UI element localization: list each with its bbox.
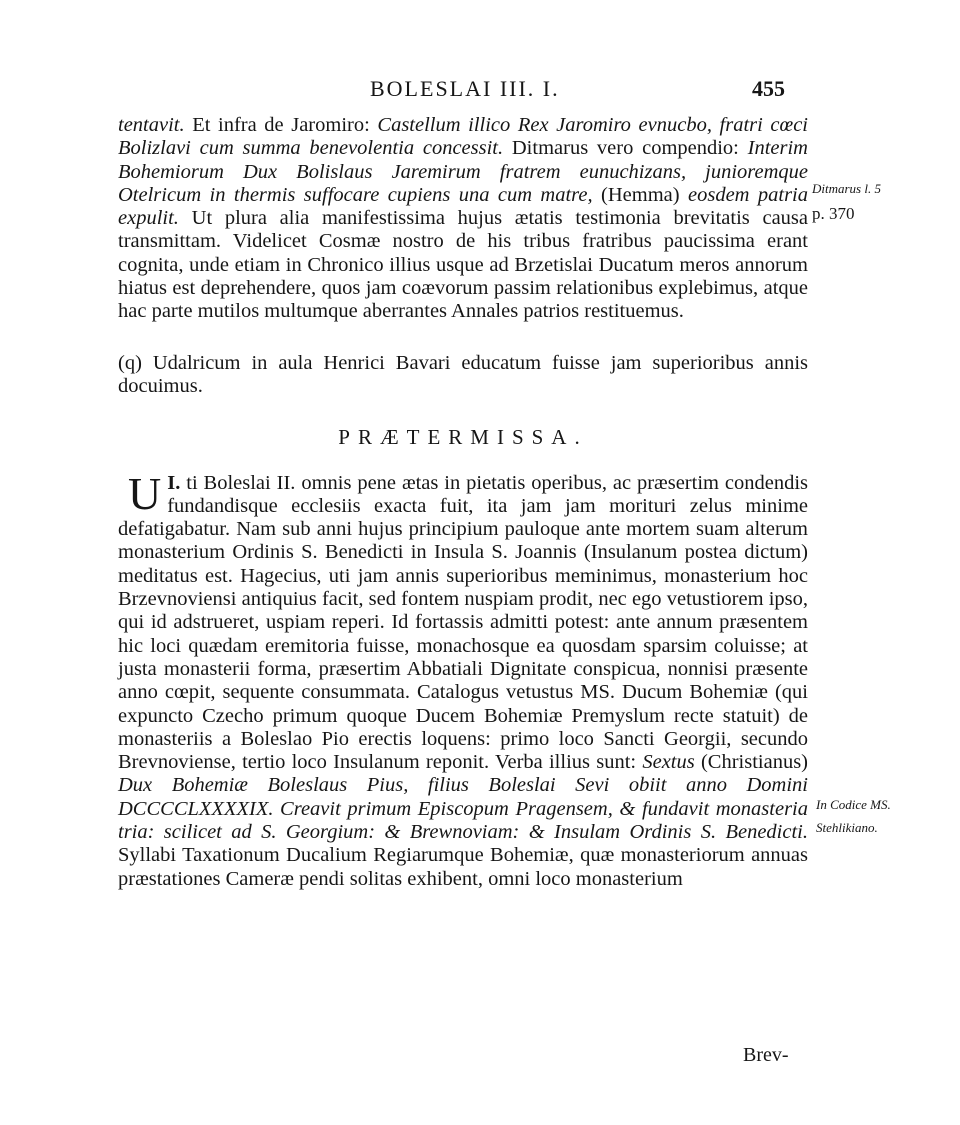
page-number: 455: [752, 76, 785, 101]
margin-note-codice-2: Stehlikiano.: [816, 820, 878, 835]
footnote-q: (q) Udalricum in aula Henrici Bavari educatum fuisse jam superioribus annis docuimus.: [118, 351, 808, 397]
text-span: (Christianus): [694, 751, 808, 774]
item-number: I.: [167, 471, 181, 494]
margin-note-page-ref: p. 370: [812, 204, 855, 223]
catchword: Brev-: [743, 1044, 789, 1066]
paragraph-1: [118, 114, 808, 324]
body-text: [118, 114, 808, 891]
margin-note-codice: In Codice MS.: [816, 797, 891, 812]
margin-note-ditmarus: Ditmarus l. 5: [812, 181, 881, 196]
text-span: Ut plura alia manifestissima hujus ætatis testimonia brevitatis causa transmittam. Videlicet Cosmæ nostro de his tribus fratribus paucissima erant cognita, unde etiam in Chronico illius usque ad Brzetislai Ducatum meros annorum hiatus est deprehendere, quos jam coævorum passim relationibus explebimus, atque hac parte mutilos multumque aberrantes Annales patrios restituemus.: [118, 207, 808, 323]
text-span: (Hemma): [592, 183, 688, 206]
quotation: Interim Bohemiorum Dux Bolislaus Jaremirum fratrem eunuchizans, junioremque Otelricum in thermis suffocare cupiens una cum matre,: [118, 137, 808, 206]
quotation: Castellum illico Rex Jaromiro evnucbo, fratri cœci Bolizlavi cum summa benevolentia concessit.: [118, 114, 808, 160]
quotation: Sextus: [642, 751, 695, 774]
paragraph-2: [118, 467, 808, 891]
running-title: BOLESLAI III. I.: [370, 76, 560, 101]
text-span: Et infra de Jaromiro:: [184, 114, 378, 136]
section-heading: PRÆTERMISSA.: [338, 425, 588, 450]
text-span: Syllabi Taxationum Ducalium Regiarumque Bohemiæ, quæ monasteriorum annuas præstationes Cameræ pendi solitas exhibent, omni loco monasterium: [118, 844, 808, 890]
running-head: [0, 74, 960, 108]
quotation: eosdem patria expulit.: [118, 183, 809, 230]
quotation: Dux Bohemiæ Boleslaus Pius, filius Boleslai Sevi obiit anno Domini DCCCCLXXXXIX. Creavit primum Episcopum Pragensem, & fundavit monasteria tria: scilicet ad S. Georgium: & Brewnoviam: & Insulam Ordinis S. Benedicti.: [118, 774, 808, 844]
text-span: Ditmarus vero compendio:: [503, 137, 748, 160]
text-span: tentavit.: [118, 114, 185, 136]
text-span: ti Boleslai II. omnis pene ætas in pietatis operibus, ac præsertim condendis fundandisque ecclesiis exacta fuit, ita jam jam morituri zelus minime defatigabatur. Nam sub anni hujus principium pauloque ante mortem suam alterum monasterium Ordinis S. Benedicti in Insula S. Joannis (Insulanum postea dictum) meditatus est. Hagecius, uti jam annis superioribus meminimus, monasterium hoc Brzevnoviensi antiquius facit, sed fontem nuspiam prodit, nec ego vetustiorem ipso, qui id adstrueret, uspiam reperi. Id fortassis admitti potest: ante annum præsentem hic loci quædam eremitoria fuisse, monachosque ea quosdam sparsim coluisse; at justa monasterii forma, præsertim Abbatiali Dignitate conspicua, nonnisi præsente anno cœpit, sequente consummata. Catalogus vetustus MS. Ducum Bohemiæ (qui expuncto Czecho primum quoque Ducem Bohemiæ Premyslum recte statuit) de monasteriis a Boleslao Pio erectis loquens: primo loco Sancti Georgii, secundo Brevnoviense, tertio loco Insulanum reponit. Verba illius sunt:: [118, 471, 808, 774]
drop-cap: U: [128, 467, 162, 519]
